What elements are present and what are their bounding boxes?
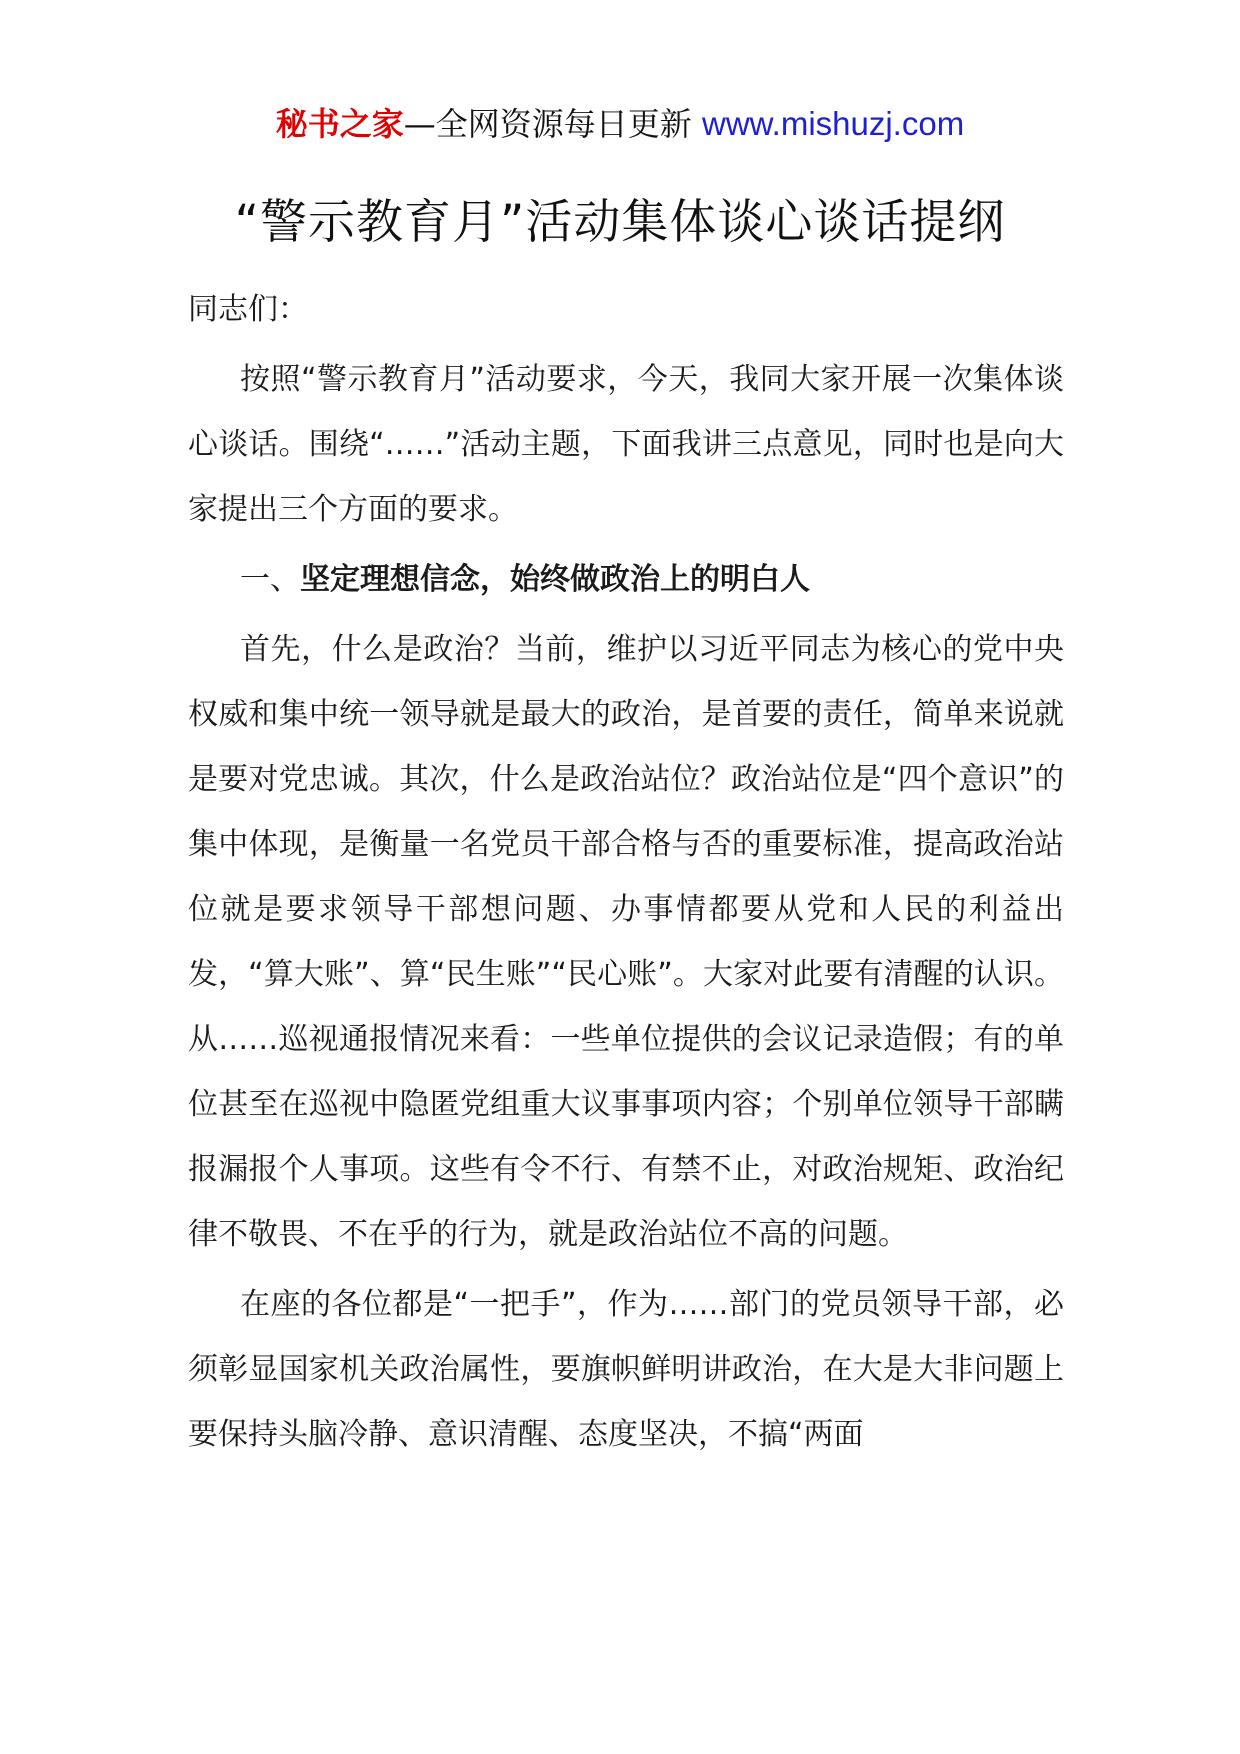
document-title: “警示教育月”活动集体谈心谈话提纲 [234, 195, 1006, 250]
section-number: 一、 [240, 562, 300, 597]
section-heading-text: 坚定理想信念，始终做政治上的明白人 [300, 562, 810, 597]
header-tagline: —全网资源每日更新 [403, 105, 702, 143]
site-url-link[interactable]: www.mishuzj.com [701, 105, 965, 142]
document-body [188, 277, 1064, 1467]
brand-name: 秘书之家 [275, 105, 404, 143]
site-header [0, 100, 1240, 148]
salutation: 同志们： [188, 292, 308, 327]
section-heading [188, 547, 1064, 612]
intro-paragraph: 按照“警示教育月”活动要求，今天，我同大家开展一次集体谈心谈话。围绕“……”活动主题，下面我讲三点意见，同时也是向大家提出三个方面的要求。 [188, 362, 1064, 527]
body-paragraph: 在座的各位都是“一把手”，作为……部门的党员领导干部，必须彰显国家机关政治属性，要旗帜鲜明讲政治，在大是大非问题上要保持头脑冷静、意识清醒、态度坚决，不搞“两面 [188, 1287, 1064, 1452]
body-paragraph: 首先，什么是政治？当前，维护以习近平同志为核心的党中央权威和集中统一领导就是最大的政治，是首要的责任，简单来说就是要对党忠诚。其次，什么是政治站位？政治站位是“四个意识”的集中体现，是衡量一名党员干部合格与否的重要标准，提高政治站位就是要求领导干部想问题、办事情都要从党和人民的利益出发，“算大账”、算“民生账”“民心账”。大家对此要有清醒的认识。从……巡视通报情况来看：一些单位提供的会议记录造假；有的单位甚至在巡视中隐匿党组重大议事事项内容；个别单位领导干部瞒报漏报个人事项。这些有令不行、有禁不止，对政治规矩、政治纪律不敬畏、不在乎的行为，就是政治站位不高的问题。 [188, 632, 1064, 1252]
